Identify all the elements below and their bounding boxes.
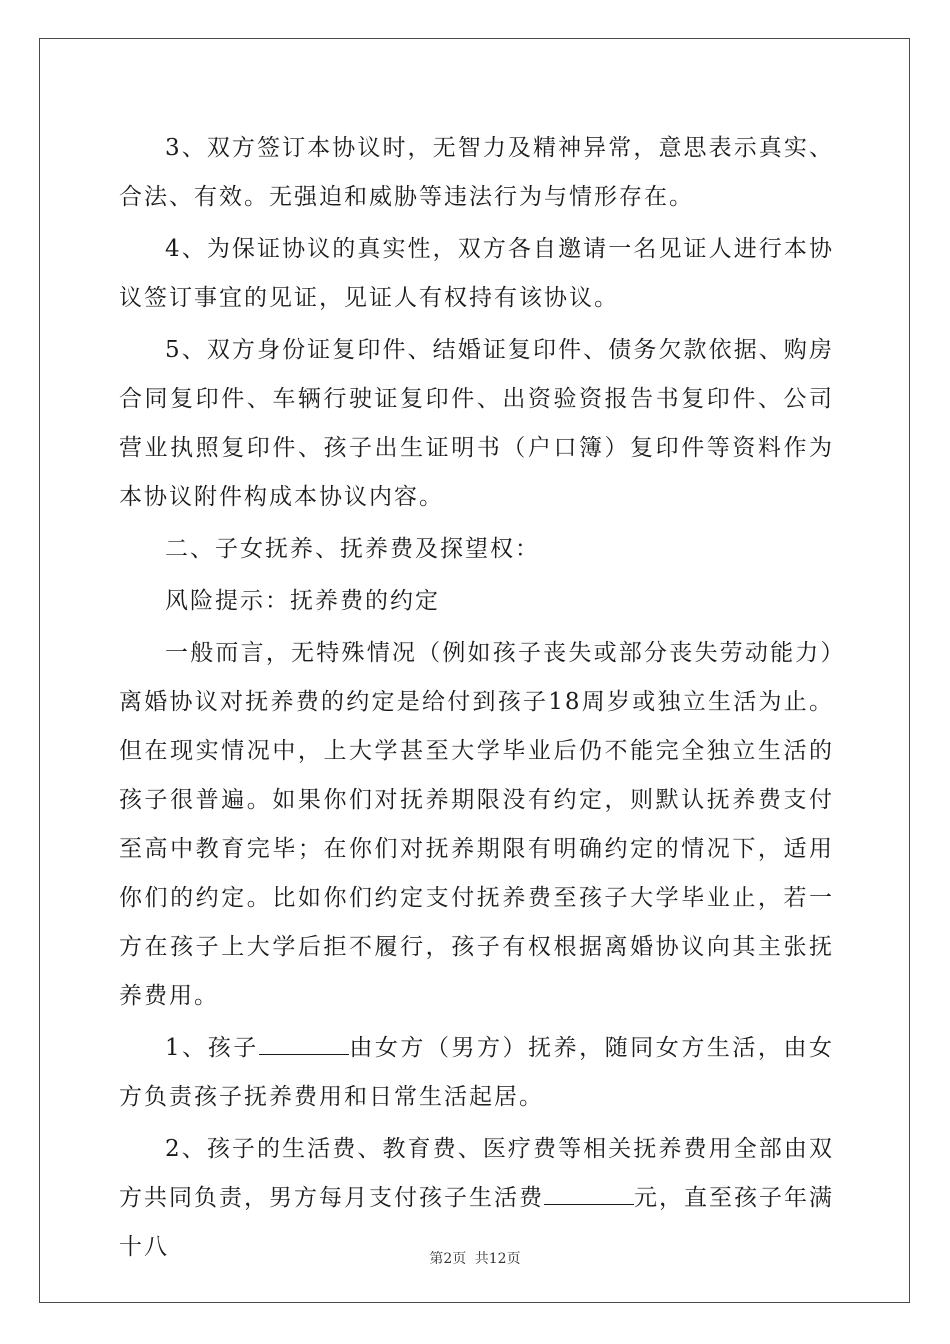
page-number: 第2页 <box>429 1251 467 1267</box>
document-body <box>119 124 834 1275</box>
paragraph-clause-3: 3、双方签订本协议时，无智力及精神异常，意思表示真实、合法、有效。无强迫和威胁等违法行为与情形存在。 <box>119 135 834 210</box>
paragraph-risk-explanation: 一般而言，无特殊情况（例如孩子丧失或部分丧失劳动能力）离婚协议对抚养费的约定是给付到孩子18周岁或独立生活为止。但在现实情况中，上大学甚至大学毕业后仍不能完全独立生活的孩子很普遍。如果你们对抚养期限没有约定，则默认抚养费支付至高中教育完毕；在你们对抚养期限有明确约定的情况下，适用你们的约定。比如你们约定支付抚养费至孩子大学毕业止，若一方在孩子上大学后拒不履行，孩子有权根据离婚协议向其主张抚养费用。 <box>119 640 834 1009</box>
clause1-text-after: 由女方（男方）抚养，随同女方生活，由女方负责孩子抚养费用和日常生活起居。 <box>119 1035 835 1110</box>
section-heading-child-support: 二、子女抚养、抚养费及探望权： <box>165 536 540 562</box>
fill-in-blank-child-name[interactable] <box>259 1024 349 1055</box>
clause2-text-before: 2、孩子的生活费、教育费、医疗费等相关抚养费用全部由双方共同负责，男方每月支付孩子生活费 <box>119 1136 834 1211</box>
paragraph-custody-clause-1 <box>119 1024 834 1122</box>
fill-in-blank-monthly-amount[interactable] <box>544 1174 634 1205</box>
paragraph-clause-4: 4、为保证协议的真实性，双方各自邀请一名见证人进行本协议签订事宜的见证，见证人有权持有该协议。 <box>119 236 834 311</box>
page-footer <box>0 1248 950 1268</box>
risk-notice-heading: 风险提示：抚养费的约定 <box>165 588 440 614</box>
clause2-text-after: 元，直至孩子年满十八 <box>119 1185 834 1260</box>
page-total: 共12页 <box>474 1251 521 1267</box>
paragraph-clause-5: 5、双方身份证复印件、结婚证复印件、债务欠款依据、购房合同复印件、车辆行驶证复印件、出资验资报告书复印件、公司营业执照复印件、孩子出生证明书（户口簿）复印件等资料作为本协议附件构成本协议内容。 <box>119 337 834 510</box>
clause1-text-before: 1、孩子 <box>165 1035 259 1061</box>
